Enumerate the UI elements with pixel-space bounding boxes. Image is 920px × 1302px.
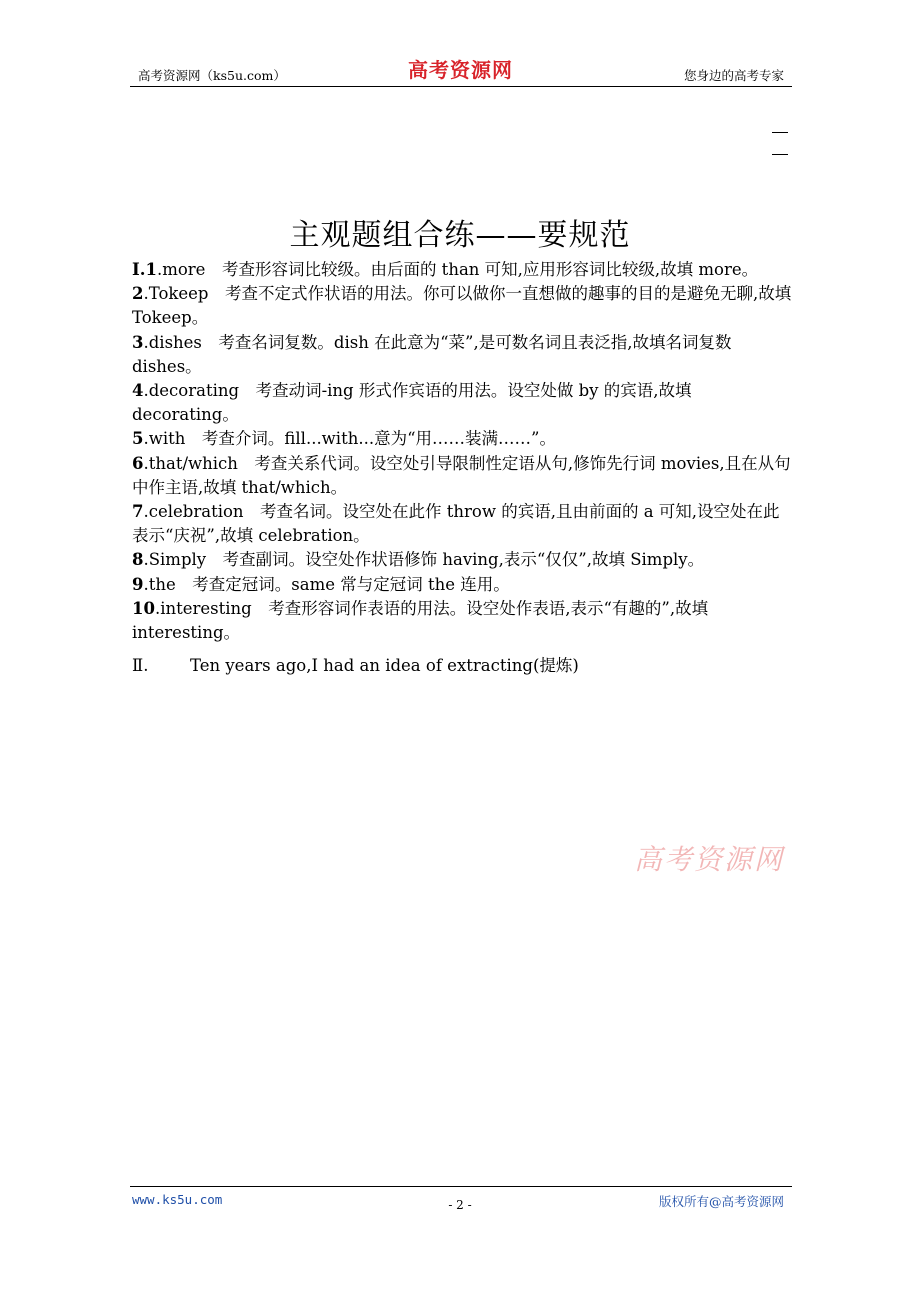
item-answer: .celebration	[143, 502, 244, 522]
watermark: 高考资源网	[634, 843, 785, 876]
item-number: 6	[132, 453, 144, 473]
answer-item	[132, 452, 792, 500]
item-answer: .decorating	[143, 381, 240, 401]
item-number: 8	[132, 550, 144, 570]
answer-item	[132, 427, 792, 451]
answer-item	[132, 500, 792, 548]
item-explanation: 考查介词。fill...with...意为“用……装满……”。	[185, 429, 556, 449]
margin-dash	[772, 154, 788, 155]
item-answer: .interesting	[154, 598, 252, 618]
item-explanation: 考查关系代词。设空处引导限制性定语从句,修饰先行词 movies,且在从句中作主语,故填 that/which。	[132, 453, 791, 497]
item-explanation: 考查定冠词。same 常与定冠词 the 连用。	[175, 574, 510, 594]
item-explanation: 考查不定式作状语的用法。你可以做你一直想做的趣事的目的是避免无聊,故填 Tokeep。	[132, 284, 792, 328]
item-number: 2	[132, 284, 144, 304]
item-explanation: 考查副词。设空处作状语修饰 having,表示“仅仅”,故填 Simply。	[206, 550, 705, 570]
answer-item	[132, 282, 792, 330]
item-answer: .Tokeep	[143, 284, 209, 304]
item-answer: .Simply	[143, 550, 207, 570]
section-two	[132, 654, 792, 678]
header-site-name: 高考资源网（ks5u.com）	[138, 68, 286, 83]
answer-item	[132, 379, 792, 427]
item-explanation: 考查动词-ing 形式作宾语的用法。设空处做 by 的宾语,故填 decorating。	[132, 381, 692, 425]
item-number: Ⅰ.1	[132, 260, 157, 279]
item-number: 4	[132, 381, 144, 401]
answer-list	[132, 258, 792, 645]
item-explanation: 考查名词复数。dish 在此意为“菜”,是可数名词且表泛指,故填名词复数 dishes。	[132, 332, 732, 376]
item-number: 9	[132, 574, 144, 594]
section-numeral: Ⅱ.	[132, 656, 149, 675]
page-header	[130, 52, 792, 87]
item-number: 3	[132, 332, 144, 352]
item-answer: .with	[143, 429, 186, 449]
item-number: 5	[132, 429, 144, 449]
item-explanation: 考查形容词比较级。由后面的 than 可知,应用形容词比较级,故填 more。	[205, 260, 759, 279]
item-answer: .dishes	[143, 332, 202, 352]
item-number: 10	[132, 598, 155, 618]
page-number: - 2 -	[448, 1198, 472, 1212]
item-number: 7	[132, 502, 144, 522]
header-slogan: 您身边的高考专家	[683, 68, 784, 83]
footer-website-link[interactable]: www.ks5u.com	[132, 1192, 223, 1207]
section-text: Ten years ago,I had an idea of extracting(提炼)	[190, 656, 579, 675]
item-answer: .the	[143, 574, 176, 594]
answer-item	[132, 258, 792, 282]
item-explanation: 考查形容词作表语的用法。设空处作表语,表示“有趣的”,故填 interesting。	[132, 598, 709, 643]
header-logo: 高考资源网	[408, 58, 513, 82]
answer-item	[132, 597, 792, 645]
item-explanation: 考查名词。设空处在此作 throw 的宾语,且由前面的 a 可知,设空处在此表示“庆祝”,故填 celebration。	[132, 502, 780, 546]
item-answer: .more	[156, 260, 206, 279]
footer-rule	[130, 1186, 792, 1187]
page-title: 主观题组合练——要规范	[289, 218, 631, 253]
answer-item	[132, 331, 792, 379]
answer-item	[132, 548, 792, 572]
footer-copyright: 版权所有@高考资源网	[658, 1194, 784, 1209]
item-answer: .that/which	[143, 453, 238, 473]
answer-item	[132, 573, 792, 597]
margin-dash	[772, 132, 788, 133]
